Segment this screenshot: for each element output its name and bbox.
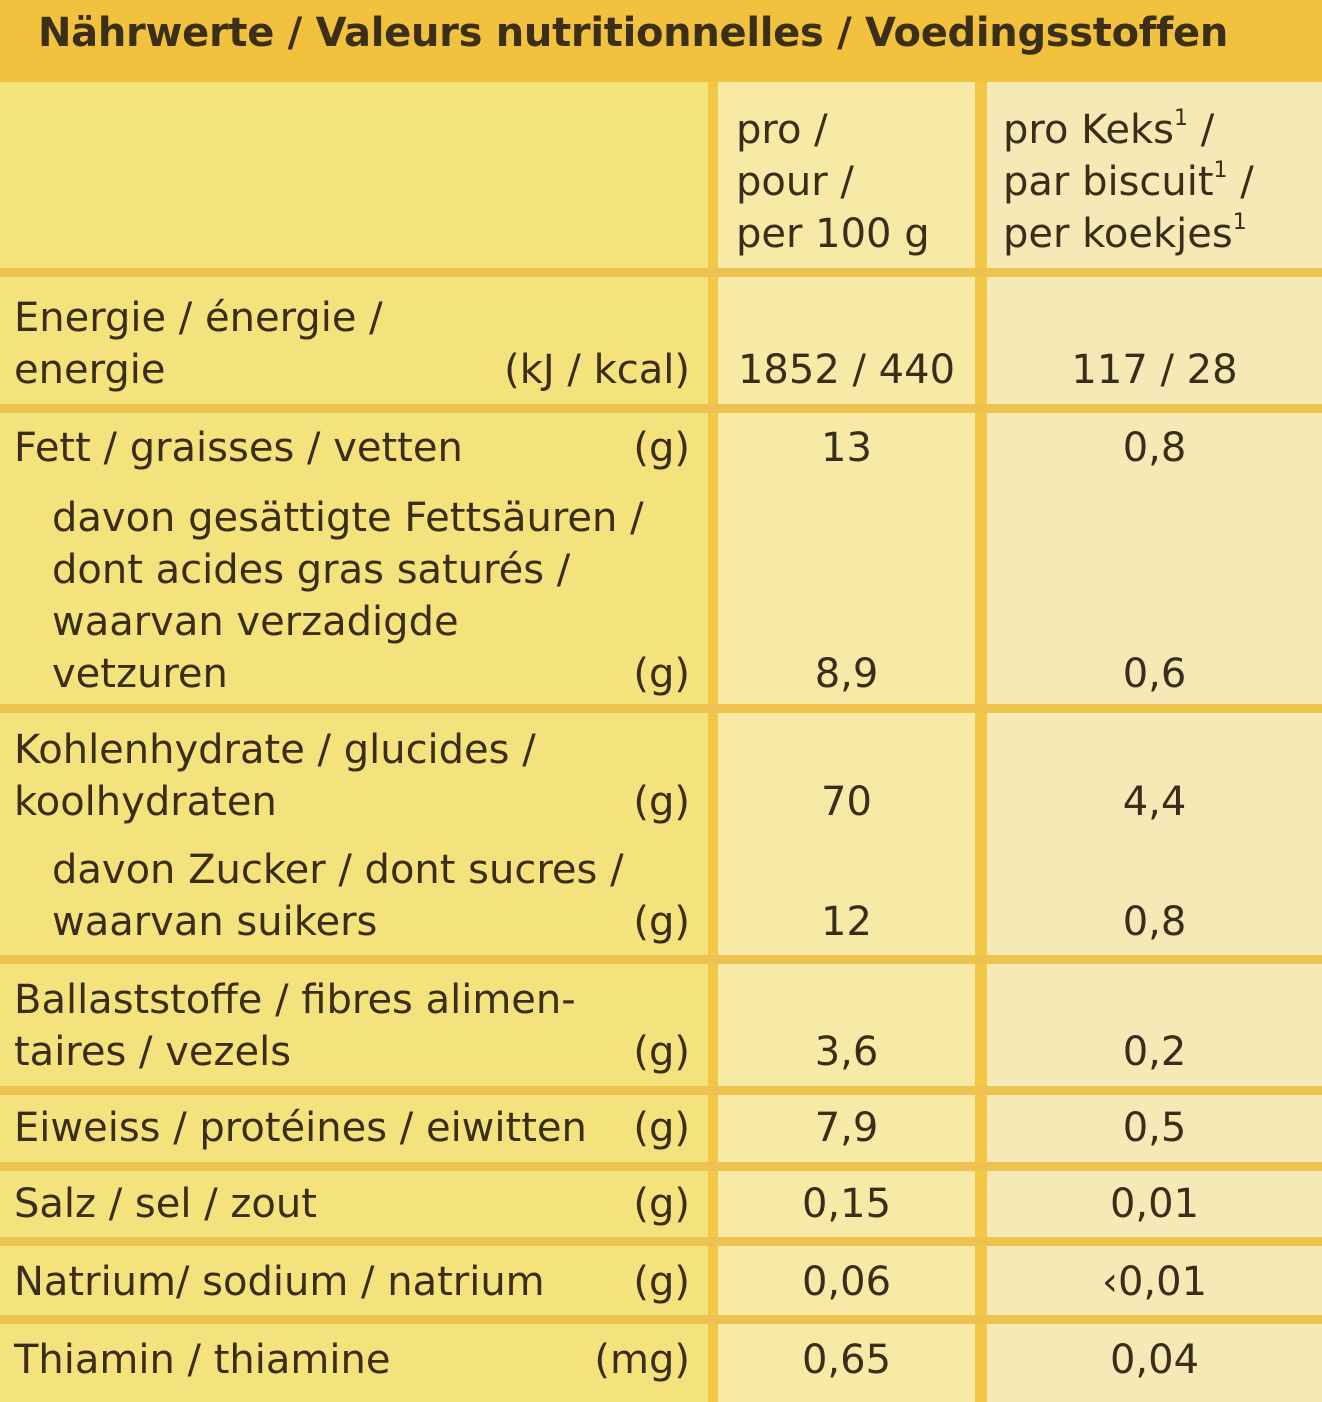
row-carbs-unit: (g) xyxy=(633,779,690,825)
row-energy-label-2: energie xyxy=(14,347,166,393)
header-per-biscuit-line2: par biscuit$^1$ / xyxy=(1003,158,1254,205)
row-saturated-label-4: vetzuren xyxy=(52,651,228,697)
row-thiamin-label: Thiamin / thiamine xyxy=(14,1337,391,1383)
row-fibre-label-1: Ballaststoffe / fibres alimen- xyxy=(14,977,576,1023)
row-thiamin-unit: (mg) xyxy=(594,1337,690,1383)
row-sugar-label-1: davon Zucker / dont sucres / xyxy=(52,847,624,893)
row-divider xyxy=(0,955,1322,964)
row-fibre-per-100g: 3,6 xyxy=(814,1029,879,1075)
row-saturated-unit: (g) xyxy=(633,651,690,697)
row-divider xyxy=(0,704,1322,713)
row-thiamin-per-biscuit: 0,04 xyxy=(1109,1337,1200,1383)
row-fibre-per-biscuit: 0,2 xyxy=(1122,1029,1187,1075)
title-bar xyxy=(0,0,1322,82)
row-saturated-per-biscuit: 0,6 xyxy=(1122,651,1187,697)
row-sodium-per-biscuit: ‹0,01 xyxy=(1101,1259,1208,1305)
row-energy-label-1: Energie / énergie / xyxy=(14,295,383,341)
row-carbs-per-100g: 70 xyxy=(821,779,872,825)
row-salt-label: Salz / sel / zout xyxy=(14,1181,317,1227)
row-sugar-per-100g: 12 xyxy=(821,899,872,945)
row-protein-label: Eiweiss / protéines / eiwitten xyxy=(14,1105,587,1151)
row-divider xyxy=(0,1237,1322,1246)
header-per-100g-line3: per 100 g xyxy=(736,211,930,257)
row-saturated-label-3: waarvan verzadigde xyxy=(52,599,459,645)
row-fat-unit: (g) xyxy=(633,425,690,471)
row-fat-label: Fett / graisses / vetten xyxy=(14,425,463,471)
header-per-biscuit-line1: pro Keks$^1$ / xyxy=(1003,106,1215,153)
row-energy-unit: (kJ / kcal) xyxy=(504,347,690,393)
row-sugar-label-2: waarvan suikers xyxy=(52,899,378,945)
row-fibre-label-2: taires / vezels xyxy=(14,1029,292,1075)
row-energy-per-100g: 1852 / 440 xyxy=(737,347,956,393)
row-carbs-label-2: koolhydraten xyxy=(14,779,277,825)
row-divider xyxy=(0,404,1322,413)
header-per-100g-line2: pour / xyxy=(736,159,854,205)
header-per-biscuit-line3: per koekjes$^1$ xyxy=(1003,210,1247,257)
row-divider xyxy=(0,1086,1322,1095)
row-salt-per-100g: 0,15 xyxy=(801,1181,892,1227)
header-per-100g-line1: pro / xyxy=(736,107,828,153)
row-sodium-per-100g: 0,06 xyxy=(801,1259,892,1305)
row-saturated-label-1: davon gesättigte Fettsäuren / xyxy=(52,495,644,541)
row-saturated-label-2: dont acides gras saturés / xyxy=(52,547,571,593)
row-sugar-unit: (g) xyxy=(633,899,690,945)
page-title: Nährwerte / Valeurs nutritionnelles / Voedingsstoffen xyxy=(38,10,1229,56)
row-protein-per-biscuit: 0,5 xyxy=(1122,1105,1187,1151)
row-divider xyxy=(0,268,1322,277)
row-sodium-label: Natrium/ sodium / natrium xyxy=(14,1259,545,1305)
row-divider xyxy=(0,1162,1322,1171)
row-fat-per-biscuit: 0,8 xyxy=(1122,425,1187,471)
row-salt-per-biscuit: 0,01 xyxy=(1109,1181,1200,1227)
row-energy-per-biscuit: 117 / 28 xyxy=(1071,347,1238,393)
row-saturated-per-100g: 8,9 xyxy=(814,651,879,697)
row-fat-per-100g: 13 xyxy=(821,425,872,471)
row-protein-per-100g: 7,9 xyxy=(814,1105,879,1151)
row-divider xyxy=(0,1315,1322,1324)
row-sugar-per-biscuit: 0,8 xyxy=(1122,899,1187,945)
row-sodium-unit: (g) xyxy=(633,1259,690,1305)
row-fibre-unit: (g) xyxy=(633,1029,690,1075)
row-salt-unit: (g) xyxy=(633,1181,690,1227)
row-carbs-label-1: Kohlenhydrate / glucides / xyxy=(14,727,536,773)
row-carbs-per-biscuit: 4,4 xyxy=(1122,779,1187,825)
row-protein-unit: (g) xyxy=(633,1105,690,1151)
nutrition-table xyxy=(0,82,1322,1402)
row-thiamin-per-100g: 0,65 xyxy=(801,1337,892,1383)
